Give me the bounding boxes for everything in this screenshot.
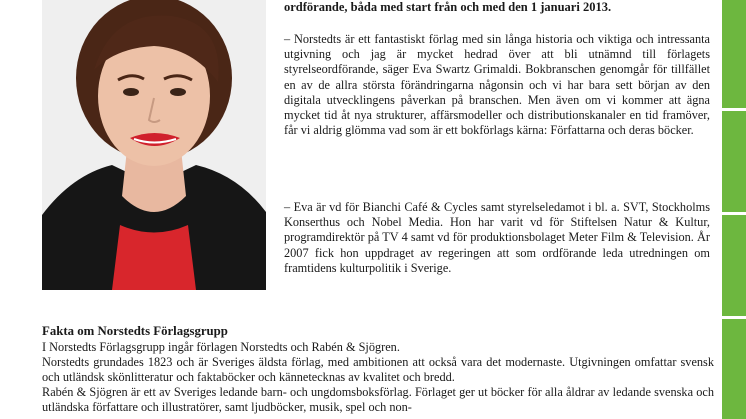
fakta-line-3: Rabén & Sjögren är ett av Sveriges ledande barn- och ungdomsboksförlag. Förlaget ger ut böcker för alla åldrar av ledande svenska och utländska författare och illustratörer, samt ljudböcker, musik, spel och non- [42, 385, 714, 415]
bar-divider [722, 212, 746, 215]
quote-paragraph: – Norstedts är ett fantastiskt förlag med sin långa historia och viktiga och intressanta utgivning och jag är mycket hedrad över att bli utnämnd till förlagets styrelseordförande, säger Eva Swartz Grimaldi. Bokbranschen genomgår för tillfället en av de allra största förändringarna någonsin och vi har bara sett början av den digitala utvecklingens påverkan på branschen. Men även om vi kommer att ägna mycket tid åt nya strukturer, affärsmodeller och distributionskanaler en tid framöver, får vi aldrig glömma vad som är ett bokförlags kärna: Författarna och deras böcker. [284, 32, 710, 138]
article-lead [284, 0, 710, 15]
portrait-image [42, 0, 266, 290]
fakta-heading: Fakta om Norstedts Förlagsgrupp [42, 324, 228, 338]
portrait-photo [42, 0, 266, 290]
article-paragraph-1 [284, 32, 710, 138]
fakta-line-2: Norstedts grundades 1823 och är Sveriges äldsta förlag, med ambitionen att också vara det modernaste. Utgivningen omfattar svensk och utländsk skönlitteratur och faktaböcker och kännetecknas av kvalitet och bredd. [42, 354, 714, 384]
bar-divider [722, 108, 746, 111]
lead-text: ordförande, båda med start från och med den 1 januari 2013. [284, 0, 612, 14]
green-accent-bar [722, 0, 746, 419]
bio-paragraph: – Eva är vd för Bianchi Café & Cycles samt styrelseledamot i bl. a. SVT, Stockholms Konserthus och Nobel Media. Hon har varit vd för Stiftelsen Natur & Kultur, programdirektör på TV 4 samt vd för produktionsbolaget Meter Film & Television. År 2007 fick hon uppdraget av regeringen att som ordförande leda utredningen om framtidens kulturpolitik i Sverige. [284, 200, 710, 275]
fakta-line-1: I Norstedts Förlagsgrupp ingår förlagen Norstedts och Rabén & Sjögren. [42, 339, 400, 354]
article-paragraph-2 [284, 200, 710, 276]
fakta-section [42, 324, 714, 416]
bar-divider [722, 316, 746, 319]
